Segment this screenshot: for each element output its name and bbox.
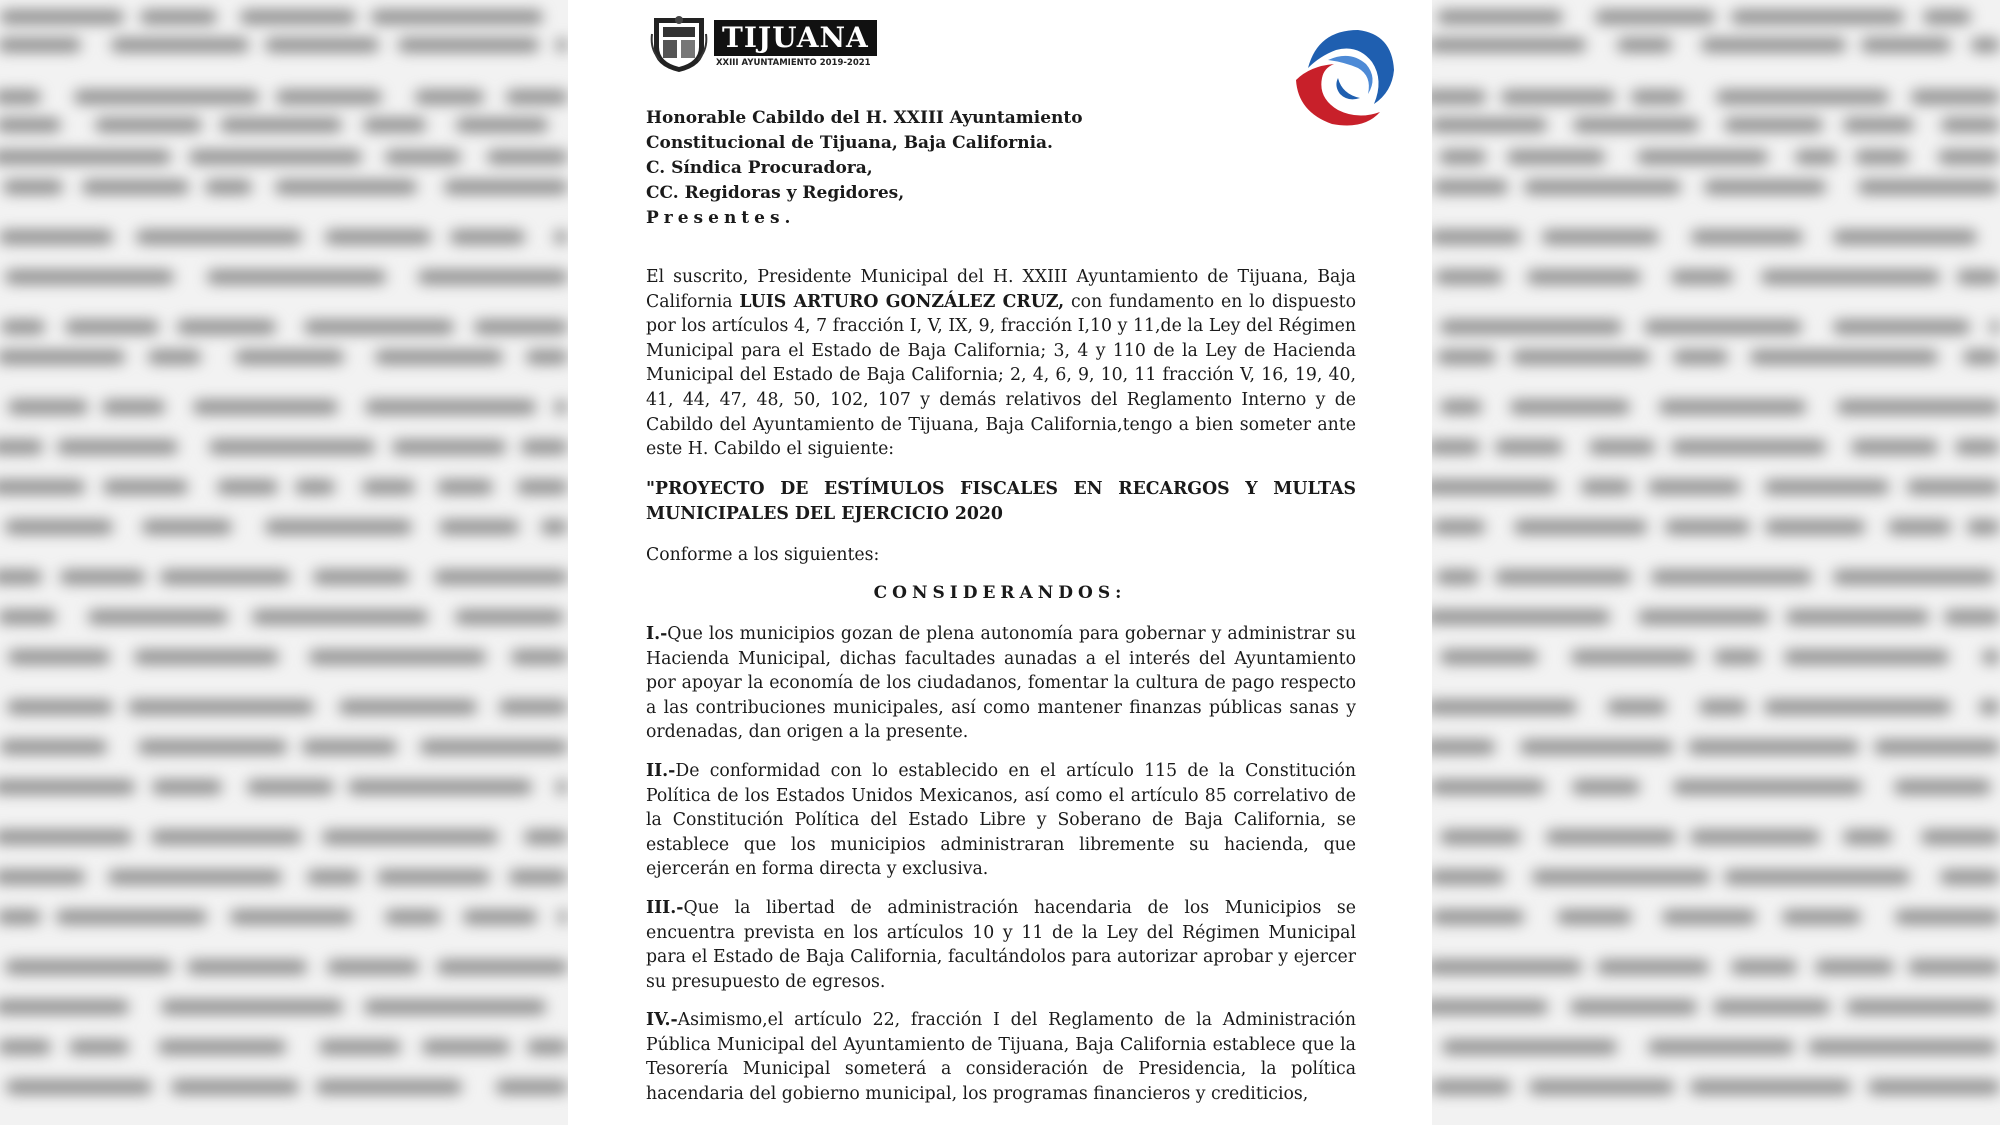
- blurred-text-line: [1868, 1080, 2000, 1094]
- blurred-text-line: [88, 610, 227, 624]
- city-seal-icon: [650, 14, 708, 74]
- blurred-text-line: [1843, 830, 1892, 844]
- blurred-text-line: [1442, 1040, 1617, 1054]
- swirl-logo-icon: [1288, 20, 1400, 132]
- blurred-text-line: [1557, 910, 1632, 924]
- blurred-text-line: [1432, 90, 1486, 104]
- blurred-text-line: [517, 480, 568, 494]
- blurred-text-line: [1784, 650, 1948, 664]
- blurred-text-line: [230, 910, 353, 924]
- blurred-text-line: [313, 570, 410, 584]
- blurred-text-line: [1907, 480, 2000, 494]
- blurred-text-line: [1631, 90, 1684, 104]
- blurred-text-line: [1673, 350, 1728, 364]
- blurred-text-line: [1432, 1080, 1511, 1094]
- blurred-text-line: [1731, 10, 1904, 24]
- blurred-text-line: [265, 520, 413, 534]
- blurred-text-line: [8, 400, 88, 414]
- blurred-text-line: [362, 480, 415, 494]
- addressee-line: Constitucional de Tijuana, Baja California.: [646, 133, 1053, 153]
- blurred-text-line: [0, 740, 107, 754]
- blurred-text-line: [7, 700, 113, 714]
- blurred-text-line: [1750, 350, 1938, 364]
- blurred-text-line: [0, 480, 85, 494]
- blurred-text-line: [276, 90, 383, 104]
- blurred-text-line: [511, 650, 568, 664]
- blurred-text-line: [524, 830, 568, 844]
- blurred-text-line: [235, 350, 343, 364]
- blurred-text-line: [1724, 118, 1824, 132]
- blurred-text-line: [1673, 780, 1862, 794]
- blurred-text-line: [0, 1040, 51, 1054]
- blurred-text-line: [0, 350, 125, 364]
- intro-text-rest: con fundamento en lo dispuesto por los artículos 4, 7 fracción I, V, IX, 9, fracción I,10 y 11,de la Ley del Régimen Municipal para el Estado de Baja California; 3, 4 y 110 de la Ley de Hacienda Municipal del Estado de Baja California; 2, 4, 6, 9, 10, 11 fracción V, 16, 19, 40, 41, 44, 47, 48, 50, 102, 107 y demás relativos del Reglamento Interno y de Cabildo del Ayuntamiento de Tijuana, Baja California,tengo a bien someter ante este H. Cabildo el siguiente:: [646, 291, 1356, 460]
- blurred-text-line: [1432, 960, 1582, 974]
- considerando-number: I.-: [646, 624, 668, 644]
- blurred-text-line: [1435, 270, 1503, 284]
- blurred-text-line: [1432, 740, 1495, 754]
- blurred-text-line: [1895, 910, 2000, 924]
- blurred-text-line: [1795, 150, 1836, 164]
- blurred-text-line: [3, 180, 63, 194]
- blurred-text-line: [415, 90, 483, 104]
- blurred-text-line: [322, 830, 498, 844]
- blurred-text-line: [1662, 910, 1756, 924]
- considerando-item: [646, 759, 1356, 882]
- project-title: "PROYECTO DE ESTÍMULOS FISCALES EN RECARGOS Y MULTAS MUNICIPALES DEL EJERCICIO 2020: [646, 479, 1356, 524]
- blurred-text-line: [1437, 350, 1496, 364]
- blurred-text-line: [171, 1080, 299, 1094]
- blurred-text-line: [392, 440, 506, 454]
- addressee-presentes: Presentes.: [646, 208, 796, 228]
- considerando-item: [646, 1008, 1356, 1106]
- blurred-text-line: [418, 270, 568, 284]
- blurred-text-line: [0, 150, 171, 164]
- considerando-number: II.-: [646, 761, 676, 781]
- blurred-text-line: [1501, 90, 1614, 104]
- blurred-text-line: [82, 180, 190, 194]
- blurred-text-line: [1921, 830, 2000, 844]
- blurred-text-line: [1432, 870, 1505, 884]
- blurred-text-line: [1858, 180, 1999, 194]
- blurred-text-line: [1573, 118, 1700, 132]
- blurred-text-line: [0, 780, 135, 794]
- blurred-text-line: [1572, 780, 1640, 794]
- blurred-text-line: [521, 440, 568, 454]
- blurred-text-line: [1648, 1040, 1793, 1054]
- blurred-text-line: [309, 650, 486, 664]
- blurred-text-line: [1595, 10, 1715, 24]
- blurred-text-line: [1617, 38, 1672, 52]
- blurred-text-line: [138, 740, 286, 754]
- blurred-text-line: [1704, 180, 1826, 194]
- blurred-text-line: [1888, 520, 1951, 534]
- blurred-text-line: [434, 570, 568, 584]
- blurred-text-line: [0, 610, 56, 624]
- blurred-text-line: [556, 780, 568, 794]
- blurred-text-line: [420, 740, 568, 754]
- considerandos-heading: CONSIDERANDOS:: [873, 583, 1127, 603]
- conforme-text: Conforme a los siguientes:: [646, 545, 880, 565]
- document-page: [568, 0, 1432, 1125]
- blurred-text-line: [1938, 150, 2000, 164]
- blurred-text-line: [187, 960, 308, 974]
- blurred-text-line: [1432, 520, 1485, 534]
- blurred-text-line: [1589, 440, 1656, 454]
- blurred-text-line: [558, 910, 568, 924]
- blurred-text-line: [1963, 350, 2000, 364]
- blurred-text-line: [128, 700, 314, 714]
- considerando-text: Que la libertad de administración hacendaria de los Municipios se encuentra prevista en los artículos 10 y 11 de la Ley del Régimen Municipal para el Estado de Baja California, facultándolos para autorizar aprobar y ejercer su presupuesto de egresos.: [646, 898, 1356, 992]
- blurred-text-line: [1432, 38, 1586, 52]
- blurred-text-line: [240, 10, 356, 24]
- blurred-text-line: [1724, 870, 1910, 884]
- blurred-text-line: [1532, 870, 1711, 884]
- blurred-text-line: [377, 870, 490, 884]
- blurred-text-line: [1514, 520, 1647, 534]
- blurred-text-line: [247, 780, 334, 794]
- blurred-text-line: [398, 38, 539, 52]
- blurred-text-line: [265, 38, 380, 52]
- blurred-text-line: [1570, 1000, 1696, 1014]
- blurred-text-line: [103, 480, 187, 494]
- blurred-text-line: [60, 570, 146, 584]
- blurred-text-line: [371, 10, 543, 24]
- addressee-line: Honorable Cabildo del H. XXIII Ayuntamiento: [646, 108, 1083, 128]
- blurred-background-left: [0, 0, 568, 1125]
- blurred-text-line: [1765, 520, 1865, 534]
- blurred-text-line: [5, 960, 173, 974]
- blurred-text-line: [1944, 610, 2000, 624]
- blurred-text-line: [506, 90, 568, 104]
- blurred-text-line: [1527, 270, 1641, 284]
- blurred-text-line: [102, 400, 165, 414]
- blurred-text-line: [65, 320, 159, 334]
- blurred-text-line: [1979, 700, 2000, 714]
- blurred-text-line: [177, 320, 276, 334]
- blurred-text-line: [209, 440, 375, 454]
- blurred-text-line: [0, 230, 113, 244]
- blurred-text-line: [1529, 1080, 1674, 1094]
- blurred-text-line: [1440, 320, 1622, 334]
- blurred-text-line: [364, 1000, 546, 1014]
- blurred-text-line: [0, 570, 42, 584]
- blurred-text-line: [1671, 270, 1733, 284]
- blurred-text-line: [1851, 440, 1938, 454]
- blurred-text-line: [1982, 650, 2000, 664]
- blurred-text-line: [1940, 870, 2000, 884]
- blurred-text-line: [455, 610, 564, 624]
- blurred-text-line: [295, 480, 335, 494]
- blurred-text-line: [422, 1040, 510, 1054]
- blurred-text-line: [1440, 830, 1522, 844]
- blurred-text-line: [6, 1080, 152, 1094]
- blurred-text-line: [487, 150, 568, 164]
- blurred-text-line: [148, 350, 201, 364]
- blurred-text-line: [0, 90, 41, 104]
- blurred-text-line: [1941, 118, 2000, 132]
- blurred-text-line: [1837, 400, 2000, 414]
- blurred-text-line: [375, 350, 503, 364]
- blurred-text-line: [74, 90, 259, 104]
- blurred-text-line: [325, 230, 431, 244]
- blurred-text-line: [1437, 10, 1563, 24]
- blurred-text-line: [189, 150, 362, 164]
- blurred-text-line: [1651, 570, 1812, 584]
- blurred-text-line: [541, 520, 568, 534]
- blurred-text-line: [160, 570, 290, 584]
- blurred-text-line: [1764, 480, 1889, 494]
- blurred-text-line: [56, 910, 207, 924]
- blurred-text-line: [207, 270, 386, 284]
- president-name: LUIS ARTURO GONZÁLEZ CRUZ,: [739, 291, 1065, 312]
- blurred-text-line: [1648, 480, 1741, 494]
- blurred-text-line: [1512, 350, 1651, 364]
- blurred-text-line: [1714, 650, 1761, 664]
- blurred-text-line: [1701, 38, 1846, 52]
- blurred-text-line: [205, 180, 252, 194]
- blurred-text-line: [1833, 230, 1976, 244]
- blurred-text-line: [1571, 650, 1695, 664]
- blurred-text-line: [1764, 700, 1951, 714]
- blurred-text-line: [1716, 90, 1889, 104]
- blurred-text-line: [158, 1040, 286, 1054]
- blurred-text-line: [1671, 440, 1827, 454]
- blurred-text-line: [1843, 118, 1914, 132]
- blurred-text-line: [95, 118, 202, 132]
- blurred-text-line: [554, 230, 568, 244]
- blurred-text-line: [1990, 320, 2000, 334]
- intro-paragraph: [646, 265, 1356, 462]
- blurred-text-line: [437, 960, 568, 974]
- blurred-text-line: [1691, 230, 1803, 244]
- blurred-text-line: [136, 230, 302, 244]
- blurred-text-line: [140, 10, 217, 24]
- blurred-text-line: [1786, 610, 1929, 624]
- blurred-text-line: [1911, 90, 2000, 104]
- blurred-text-line: [304, 320, 455, 334]
- blurred-text-line: [1440, 400, 1481, 414]
- blurred-text-line: [0, 38, 81, 52]
- blurred-text-line: [0, 10, 124, 24]
- blurred-text-line: [152, 780, 222, 794]
- blurred-text-line: [1510, 400, 1630, 414]
- blurred-text-line: [151, 830, 302, 844]
- blurred-text-line: [0, 440, 43, 454]
- blurred-text-line: [1855, 150, 1909, 164]
- considerando-text: De conformidad con lo establecido en el artículo 115 de la Constitución Política de los Estados Unidos Mexicanos, así como el artículo 85 correlativo de la Constitución Política del Estado Libre y Soberano de Baja California, se establece que los municipios administraran libremente su hacienda, que ejercerán en forma directa y exclusiva.: [646, 761, 1356, 880]
- blurred-text-line: [220, 118, 342, 132]
- blurred-text-line: [57, 440, 178, 454]
- blurred-text-line: [474, 320, 568, 334]
- blurred-text-line: [1524, 180, 1680, 194]
- tijuana-logo: [650, 14, 871, 76]
- blurred-text-line: [1761, 270, 1940, 284]
- blurred-text-line: [1495, 570, 1631, 584]
- blurred-text-line: [1659, 400, 1807, 414]
- blurred-text-line: [499, 700, 568, 714]
- blurred-text-line: [1432, 700, 1577, 714]
- blurred-text-line: [339, 700, 477, 714]
- blurred-text-line: [5, 270, 174, 284]
- blurred-text-line: [0, 1000, 129, 1014]
- blurred-text-line: [1507, 150, 1605, 164]
- blurred-text-line: [161, 1000, 343, 1014]
- blurred-text-line: [1607, 700, 1667, 714]
- blurred-text-line: [365, 400, 535, 414]
- blurred-text-line: [1597, 960, 1708, 974]
- blurred-text-line: [0, 830, 132, 844]
- blurred-text-line: [134, 650, 279, 664]
- blurred-text-line: [1, 320, 45, 334]
- blurred-text-line: [1432, 1000, 1548, 1014]
- blurred-text-line: [69, 1040, 129, 1054]
- addressee-line: C. Síndica Procuradora,: [646, 158, 873, 178]
- blurred-text-line: [193, 400, 338, 414]
- blurred-text-line: [437, 480, 493, 494]
- blurred-text-line: [450, 230, 526, 244]
- blurred-text-line: [307, 870, 360, 884]
- blurred-text-line: [316, 1080, 462, 1094]
- blurred-text-line: [385, 150, 460, 164]
- blurred-text-line: [496, 1080, 568, 1094]
- blurred-text-line: [327, 960, 419, 974]
- blurred-text-line: [1581, 480, 1631, 494]
- blurred-background-right: [1432, 0, 2000, 1125]
- blurred-text-line: [1955, 440, 2000, 454]
- blurred-text-line: [0, 118, 61, 132]
- considerando-item: [646, 622, 1356, 745]
- blurred-text-line: [0, 910, 41, 924]
- blurred-text-line: [111, 38, 250, 52]
- blurred-text-line: [108, 870, 282, 884]
- blurred-text-line: [554, 400, 568, 414]
- considerando-number: IV.-: [646, 1010, 678, 1030]
- blurred-text-line: [509, 870, 568, 884]
- blurred-text-line: [1440, 650, 1538, 664]
- blurred-text-line: [1644, 320, 1802, 334]
- blurred-text-line: [463, 910, 536, 924]
- blurred-text-line: [1546, 830, 1676, 844]
- blurred-text-line: [1833, 320, 1971, 334]
- blurred-text-line: [1833, 570, 1996, 584]
- blurred-text-line: [1432, 610, 1610, 624]
- blurred-text-line: [1894, 780, 1991, 794]
- blurred-text-line: [456, 118, 549, 132]
- blurred-text-line: [1923, 10, 1971, 24]
- blurred-text-line: [8, 650, 110, 664]
- blurred-text-line: [444, 180, 568, 194]
- blurred-text-line: [1908, 960, 2000, 974]
- blurred-text-line: [1520, 740, 1673, 754]
- blurred-text-line: [363, 118, 426, 132]
- blurred-text-line: [1495, 440, 1563, 454]
- blurred-text-line: [252, 610, 428, 624]
- blurred-text-line: [1861, 38, 1951, 52]
- considerando-item: [646, 896, 1356, 994]
- blurred-text-line: [1971, 38, 2000, 52]
- blurred-text-line: [1436, 570, 1479, 584]
- blurred-text-line: [1874, 740, 2000, 754]
- intro-text: El suscrito, Presidente Municipal del H. XXIII Ayuntamiento de Tijuana, Baja California: [646, 267, 1356, 312]
- addressee-line: CC. Regidoras y Regidores,: [646, 183, 905, 203]
- blurred-text-line: [1815, 960, 1894, 974]
- blurred-text-line: [1432, 118, 1547, 132]
- blurred-text-line: [1432, 910, 1524, 924]
- brand-name: TIJUANA: [714, 20, 877, 56]
- blurred-text-line: [1731, 960, 1798, 974]
- considerando-text: Que los municipios gozan de plena autonomía para gobernar y administrar su Hacienda Municipal, dichas facultades aunadas a el interés del Ayuntamiento por apoyar la economía de los ciudadanos, fomentar la cultura de pago respecto a las contribuciones municipales, así como mantener finanzas públicas sanas y ordenadas, dan origen a la presente.: [646, 624, 1356, 743]
- brand-subtitle: XXIII AYUNTAMIENTO 2019-2021: [716, 58, 871, 68]
- blurred-text-line: [1432, 480, 1557, 494]
- addressee-block: [646, 106, 1083, 231]
- blurred-text-line: [1637, 150, 1768, 164]
- considerando-text: Asimismo,el artículo 22, fracción I del Reglamento de la Administración Pública Municipal del Ayuntamiento de Tijuana, Baja California establece que la Tesorería Municipal someterá a consideración de Presidencia, la política hacendaria del gobierno municipal, los programas financieros y crediticios,: [646, 1010, 1356, 1104]
- blurred-text-line: [1713, 1000, 1830, 1014]
- blurred-text-line: [1638, 610, 1769, 624]
- blurred-text-line: [217, 480, 277, 494]
- blurred-text-line: [526, 350, 568, 364]
- blurred-text-line: [1432, 230, 1521, 244]
- blurred-text-line: [1957, 270, 2000, 284]
- blurred-text-line: [302, 740, 397, 754]
- blurred-text-line: [527, 1040, 568, 1054]
- blurred-text-line: [319, 1040, 400, 1054]
- considerando-number: III.-: [646, 898, 684, 918]
- blurred-text-line: [142, 520, 233, 534]
- blurred-text-line: [556, 38, 568, 52]
- blurred-text-line: [1808, 1040, 1998, 1054]
- blurred-text-line: [1699, 700, 1747, 714]
- blurred-text-line: [1432, 440, 1480, 454]
- blurred-text-line: [0, 870, 85, 884]
- blurred-text-line: [1690, 1080, 1851, 1094]
- blurred-text-line: [385, 910, 441, 924]
- blurred-text-line: [348, 780, 532, 794]
- blurred-text-line: [1690, 830, 1819, 844]
- blurred-text-line: [1542, 230, 1660, 244]
- blurred-text-line: [1688, 740, 1859, 754]
- blurred-text-line: [1967, 520, 2000, 534]
- blurred-text-line: [439, 520, 519, 534]
- blurred-text-line: [1782, 910, 1861, 924]
- blurred-text-line: [1665, 520, 1750, 534]
- blurred-text-line: [275, 180, 417, 194]
- blurred-text-line: [1432, 780, 1545, 794]
- blurred-text-line: [5, 520, 113, 534]
- blurred-text-line: [1432, 180, 1508, 194]
- blurred-text-line: [1439, 150, 1486, 164]
- blurred-text-line: [1846, 1000, 1996, 1014]
